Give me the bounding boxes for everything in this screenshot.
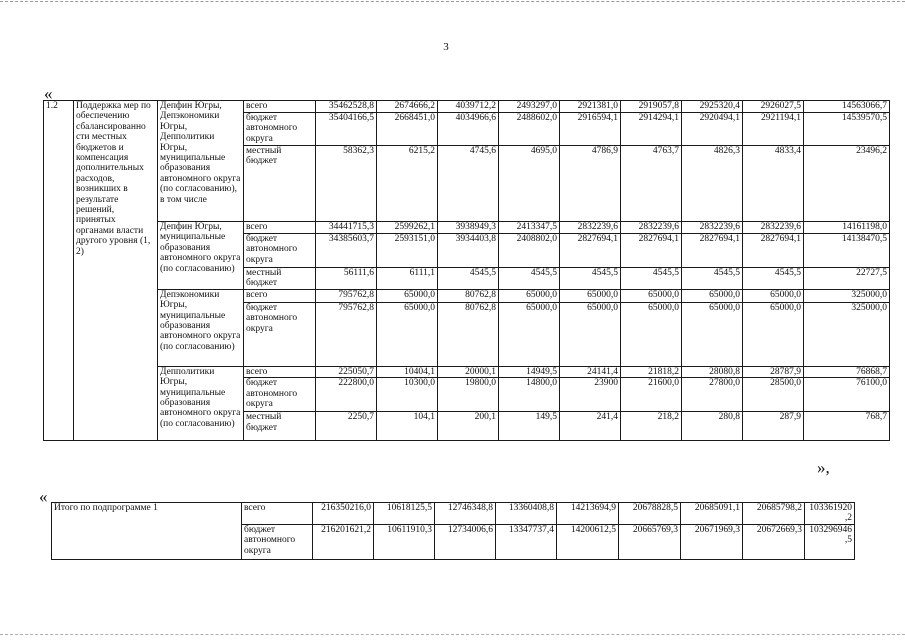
value-cell: 65000,0 (743, 289, 804, 302)
value-cell: 14213694,9 (557, 503, 619, 525)
funding-source-cell: бюджет автономного округа (244, 302, 316, 366)
table-row (44, 289, 890, 302)
funding-source-cell: бюджет автономного округа (244, 378, 316, 412)
value-cell: 65000,0 (682, 289, 743, 302)
value-cell: 149,5 (499, 412, 560, 441)
value-cell: 14161198,0 (804, 222, 890, 234)
value-cell: 28080,8 (682, 366, 743, 377)
value-cell: 2674666,2 (377, 101, 438, 113)
value-cell: 12746348,8 (435, 503, 496, 525)
value-cell: 218,2 (621, 412, 682, 441)
value-cell: 241,4 (560, 412, 621, 441)
value-cell: 3934403,8 (438, 234, 499, 268)
opening-quote-mark-2: « (39, 487, 48, 506)
opening-quote-mark: « (44, 84, 53, 103)
value-cell: 4039712,2 (438, 101, 499, 113)
value-cell: 76868,7 (804, 366, 890, 377)
value-cell: 4786,9 (560, 146, 621, 222)
value-cell: 20671969,3 (681, 525, 743, 560)
value-cell: 2599262,1 (377, 222, 438, 234)
value-cell: 4545,5 (560, 268, 621, 290)
table-row (44, 101, 890, 113)
table-row (44, 366, 890, 377)
value-cell: 65000,0 (560, 302, 621, 366)
value-cell: 20672669,3 (743, 525, 805, 560)
funding-source-cell: всего (244, 101, 316, 113)
value-cell: 65000,0 (682, 302, 743, 366)
measures-table (43, 100, 890, 441)
value-cell: 287,9 (743, 412, 804, 441)
value-cell: 2919057,8 (621, 101, 682, 113)
value-cell: 65000,0 (499, 302, 560, 366)
value-cell: 21818,2 (621, 366, 682, 377)
value-cell: 2921194,1 (743, 113, 804, 146)
value-cell: 4745,6 (438, 146, 499, 222)
subprogram-total-title: Итого по подпрограмме 1 (52, 503, 242, 560)
value-cell: 2914294,1 (621, 113, 682, 146)
value-cell: 3938949,3 (438, 222, 499, 234)
closing-quote-mark: », (817, 458, 830, 477)
value-cell: 10300,0 (377, 378, 438, 412)
value-cell: 80762,8 (438, 302, 499, 366)
value-cell: 2832239,6 (743, 222, 804, 234)
value-cell: 65000,0 (499, 289, 560, 302)
value-cell: 13347737,4 (496, 525, 557, 560)
value-cell: 2408802,0 (499, 234, 560, 268)
value-cell: 14138470,5 (804, 234, 890, 268)
funding-source-cell: местный бюджет (244, 146, 316, 222)
value-cell: 12734006,6 (435, 525, 496, 560)
measures-table-body (44, 101, 890, 441)
value-cell: 13360408,8 (496, 503, 557, 525)
value-cell: 28500,0 (743, 378, 804, 412)
value-cell: 10404,1 (377, 366, 438, 377)
value-cell: 2832239,6 (682, 222, 743, 234)
value-cell: 35404166,5 (316, 113, 377, 146)
value-cell: 4034966,6 (438, 113, 499, 146)
measure-code: 1.2 (44, 101, 74, 441)
value-cell: 2827694,1 (621, 234, 682, 268)
value-cell: 4545,5 (438, 268, 499, 290)
value-cell: 225050,7 (316, 366, 377, 377)
value-cell: 4833,4 (743, 146, 804, 222)
funding-source-cell: бюджет автономного округа (242, 525, 313, 560)
page-bottom-edge (0, 634, 905, 635)
value-cell: 4545,5 (621, 268, 682, 290)
value-cell: 4545,5 (682, 268, 743, 290)
value-cell: 65000,0 (743, 302, 804, 366)
value-cell: 2488602,0 (499, 113, 560, 146)
funding-source-cell: бюджет автономного округа (244, 113, 316, 146)
value-cell: 80762,8 (438, 289, 499, 302)
value-cell: 65000,0 (377, 289, 438, 302)
value-cell: 2827694,1 (682, 234, 743, 268)
page-top-edge (0, 1, 905, 2)
value-cell: 14800,0 (499, 378, 560, 412)
value-cell: 35462528,8 (316, 101, 377, 113)
value-cell: 10618125,5 (374, 503, 435, 525)
value-cell: 216350216,0 (313, 503, 374, 525)
value-cell: 20685091,1 (681, 503, 743, 525)
value-cell: 103296946,5 (805, 525, 855, 560)
value-cell: 216201621,2 (313, 525, 374, 560)
funding-source-cell: всего (244, 222, 316, 234)
value-cell: 65000,0 (560, 289, 621, 302)
value-cell: 2920494,1 (682, 113, 743, 146)
value-cell: 325000,0 (804, 289, 890, 302)
value-cell: 4545,5 (499, 268, 560, 290)
value-cell: 14200612,5 (557, 525, 619, 560)
value-cell: 2832239,6 (621, 222, 682, 234)
value-cell: 2827694,1 (560, 234, 621, 268)
value-cell: 280,8 (682, 412, 743, 441)
value-cell: 65000,0 (621, 289, 682, 302)
value-cell: 2668451,0 (377, 113, 438, 146)
value-cell: 65000,0 (377, 302, 438, 366)
funding-source-cell: местный бюджет (244, 412, 316, 441)
executor-cell: Депфин Югры, Депэкономики Югры, Депполитики Югры, муниципальные образования автономного округа (по согласованию), в том числе (158, 101, 244, 222)
value-cell: 20000,1 (438, 366, 499, 377)
value-cell: 325000,0 (804, 302, 890, 366)
value-cell: 23496,2 (804, 146, 890, 222)
executor-cell: Депфин Югры, муниципальные образования автономного округа (по согласованию) (158, 222, 244, 290)
executor-cell: Депполитики Югры, муниципальные образования автономного округа (по согласованию) (158, 366, 244, 440)
value-cell: 2916594,1 (560, 113, 621, 146)
value-cell: 6215,2 (377, 146, 438, 222)
value-cell: 104,1 (377, 412, 438, 441)
value-cell: 200,1 (438, 412, 499, 441)
value-cell: 2827694,1 (743, 234, 804, 268)
value-cell: 4695,0 (499, 146, 560, 222)
value-cell: 19800,0 (438, 378, 499, 412)
table-row (44, 222, 890, 234)
value-cell: 34441715,3 (316, 222, 377, 234)
value-cell: 2925320,4 (682, 101, 743, 113)
value-cell: 2250,7 (316, 412, 377, 441)
value-cell: 768,7 (804, 412, 890, 441)
value-cell: 2593151,0 (377, 234, 438, 268)
value-cell: 222800,0 (316, 378, 377, 412)
value-cell: 23900 (560, 378, 621, 412)
funding-source-cell: всего (242, 503, 313, 525)
value-cell: 4763,7 (621, 146, 682, 222)
value-cell: 20685798,2 (743, 503, 805, 525)
value-cell: 103361920,2 (805, 503, 855, 525)
measure-name: Поддержка мер по обеспечению сбалансированно сти местных бюджетов и компенсация дополнительных расходов, возникших в результате решений, принятых органами власти другого уровня (1, 2) (74, 101, 158, 441)
value-cell: 4826,3 (682, 146, 743, 222)
page-number: 3 (443, 41, 449, 53)
value-cell: 4545,5 (743, 268, 804, 290)
value-cell: 14539570,5 (804, 113, 890, 146)
value-cell: 56111,6 (316, 268, 377, 290)
value-cell: 14563066,7 (804, 101, 890, 113)
value-cell: 2413347,5 (499, 222, 560, 234)
table-row (52, 503, 855, 525)
value-cell: 795762,8 (316, 289, 377, 302)
value-cell: 2921381,0 (560, 101, 621, 113)
value-cell: 2832239,6 (560, 222, 621, 234)
value-cell: 21600,0 (621, 378, 682, 412)
value-cell: 795762,8 (316, 302, 377, 366)
value-cell: 65000,0 (621, 302, 682, 366)
value-cell: 20678828,5 (619, 503, 681, 525)
value-cell: 2493297,0 (499, 101, 560, 113)
funding-source-cell: местный бюджет (244, 268, 316, 290)
value-cell: 28787,9 (743, 366, 804, 377)
value-cell: 2926027,5 (743, 101, 804, 113)
value-cell: 34385603,7 (316, 234, 377, 268)
value-cell: 58362,3 (316, 146, 377, 222)
value-cell: 24141,4 (560, 366, 621, 377)
executor-cell: Депэкономики Югры, муниципальные образования автономного округа (по согласованию) (158, 289, 244, 366)
value-cell: 14949,5 (499, 366, 560, 377)
value-cell: 10611910,3 (374, 525, 435, 560)
funding-source-cell: всего (244, 289, 316, 302)
value-cell: 22727,5 (804, 268, 890, 290)
funding-source-cell: бюджет автономного округа (244, 234, 316, 268)
value-cell: 76100,0 (804, 378, 890, 412)
value-cell: 6111,1 (377, 268, 438, 290)
subprogram-total-table-body (52, 503, 855, 560)
value-cell: 20665769,3 (619, 525, 681, 560)
funding-source-cell: всего (244, 366, 316, 377)
subprogram-total-table (51, 502, 855, 560)
value-cell: 27800,0 (682, 378, 743, 412)
